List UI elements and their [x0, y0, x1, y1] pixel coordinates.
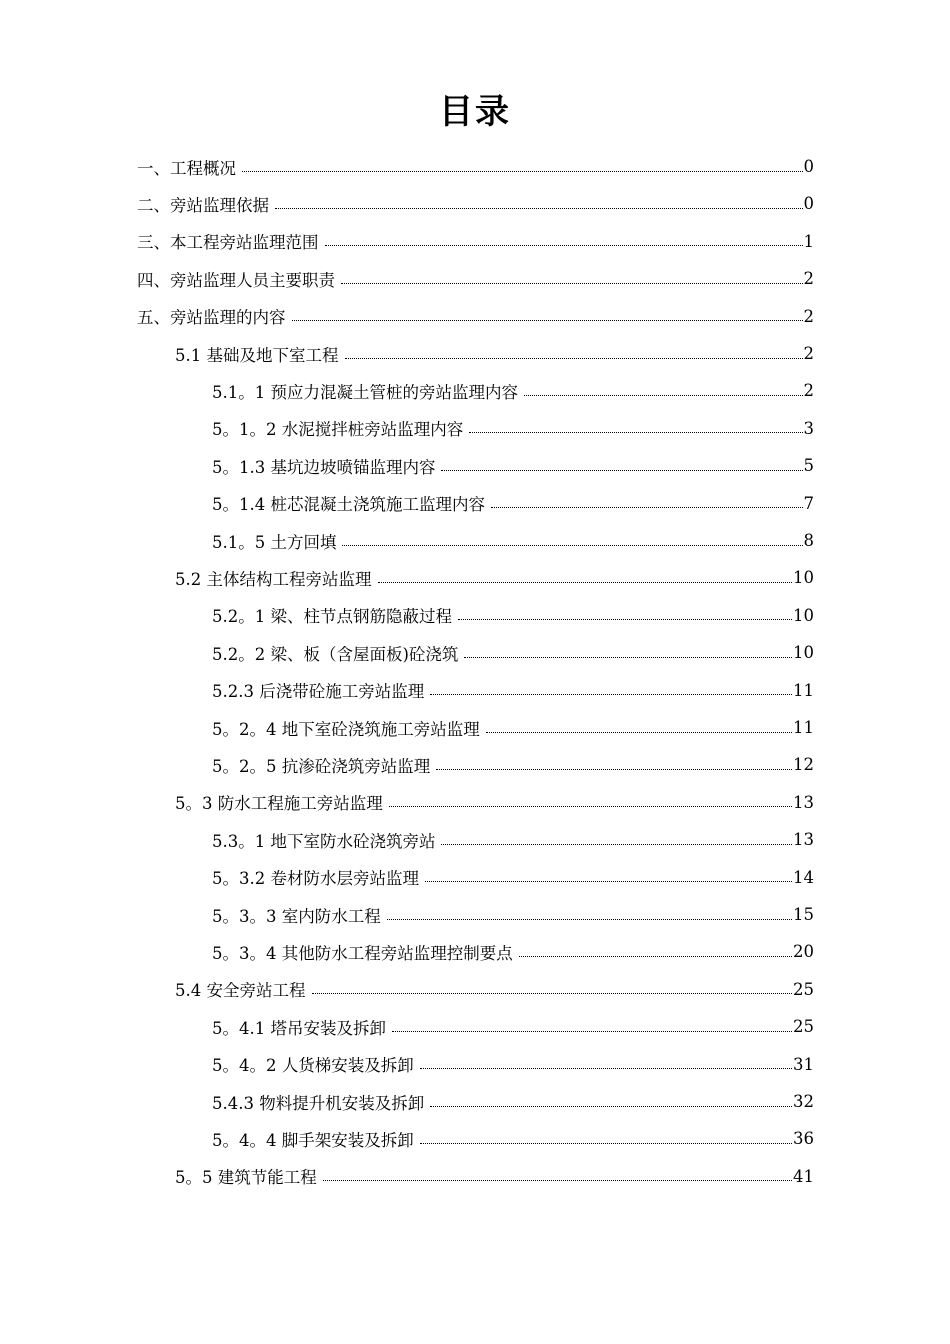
- toc-entry-page-number: 15: [793, 905, 814, 924]
- toc-entry-label: 5。2。5 抗渗砼浇筑旁站监理: [212, 756, 431, 776]
- toc-entry-label: 5.2。2 梁、板（含屋面板)砼浇筑: [212, 644, 459, 664]
- toc-entry-label: 5.2。1 梁、柱节点钢筋隐蔽过程: [212, 607, 452, 627]
- toc-entry[interactable]: [212, 709, 814, 746]
- toc-entry-page-number: 1: [803, 231, 814, 251]
- toc-entry[interactable]: [137, 298, 814, 335]
- toc-entry-page-number: 13: [793, 792, 814, 812]
- toc-entry-label: 5.2 主体结构工程旁站监理: [175, 569, 372, 589]
- toc-entry[interactable]: [175, 559, 814, 596]
- toc-dot-leader: [441, 844, 792, 845]
- toc-dot-leader: [420, 1143, 792, 1144]
- toc-entry-label: 5。5 建筑节能工程: [175, 1168, 317, 1188]
- toc-dot-leader: [275, 208, 803, 209]
- toc-dot-leader: [345, 358, 803, 359]
- toc-entry-page-number: 2: [803, 344, 814, 363]
- toc-entry[interactable]: [212, 933, 814, 970]
- toc-dot-leader: [387, 919, 792, 920]
- toc-entry-label: 5.4.3 物料提升机安装及拆卸: [212, 1093, 425, 1113]
- toc-entry-page-number: 20: [793, 942, 814, 962]
- toc-entry[interactable]: [175, 971, 814, 1008]
- toc-entry[interactable]: [212, 410, 814, 447]
- toc-dot-leader: [425, 881, 792, 882]
- toc-entry-page-number: 25: [793, 979, 814, 999]
- toc-entry[interactable]: [175, 335, 814, 372]
- toc-entry-page-number: 32: [793, 1092, 814, 1111]
- toc-entry-page-number: 10: [793, 605, 814, 625]
- page-title: 目录: [439, 92, 511, 132]
- toc-entry-page-number: 13: [793, 830, 814, 850]
- toc-entry-page-number: 5: [803, 456, 814, 476]
- toc-entry-page-number: 2: [803, 269, 814, 289]
- toc-entry[interactable]: [137, 223, 814, 260]
- toc-entry-page-number: 10: [793, 568, 814, 588]
- toc-entry-page-number: 2: [803, 381, 814, 401]
- toc-dot-leader: [342, 545, 802, 546]
- toc-entry-page-number: 11: [793, 718, 814, 737]
- toc-dot-leader: [458, 619, 792, 620]
- toc-entry[interactable]: [212, 672, 814, 709]
- toc-entry-page-number: 8: [803, 531, 814, 550]
- toc-entry[interactable]: [212, 1046, 814, 1083]
- toc-entry-label: 5。2。4 地下室砼浇筑施工旁站监理: [212, 719, 480, 739]
- toc-entry[interactable]: [212, 821, 814, 858]
- toc-entry-page-number: 3: [803, 418, 814, 438]
- toc-dot-leader: [312, 993, 793, 994]
- toc-dot-leader: [389, 806, 792, 807]
- toc-entry-label: 5。4。4 脚手架安装及拆卸: [212, 1130, 414, 1150]
- toc-entry-label: 5。4.1 塔吊安装及拆卸: [212, 1018, 386, 1038]
- toc-dot-leader: [519, 956, 792, 957]
- toc-entry-label: 五、旁站监理的内容: [137, 308, 286, 328]
- toc-entry-page-number: 2: [803, 306, 814, 326]
- toc-entry-label: 5.2.3 后浇带砼施工旁站监理: [212, 682, 425, 702]
- toc-entry[interactable]: [175, 784, 814, 821]
- toc-entry-label: 三、本工程旁站监理范围: [137, 233, 319, 253]
- toc-entry-page-number: 0: [803, 157, 814, 176]
- toc-entry-page-number: 36: [793, 1129, 814, 1149]
- toc-entry[interactable]: [212, 447, 814, 484]
- toc-entry[interactable]: [212, 1083, 814, 1120]
- toc-entry-label: 5.4 安全旁站工程: [175, 981, 306, 1001]
- toc-entry-label: 二、旁站监理依据: [137, 195, 269, 215]
- toc-entry-page-number: 11: [793, 680, 814, 700]
- toc-entry-page-number: 10: [793, 643, 814, 663]
- toc-entry-label: 四、旁站监理人员主要职责: [137, 270, 335, 290]
- toc-entry[interactable]: [212, 1008, 814, 1045]
- toc-dot-leader: [524, 395, 803, 396]
- toc-entry[interactable]: [137, 148, 814, 185]
- toc-entry-label: 5。3 防水工程施工旁站监理: [175, 794, 383, 814]
- toc-entry-page-number: 0: [803, 194, 814, 214]
- toc-dot-leader: [441, 470, 802, 471]
- toc-dot-leader: [464, 657, 792, 658]
- toc-entry-page-number: 25: [793, 1017, 814, 1037]
- toc-entry[interactable]: [212, 896, 814, 933]
- toc-entry-label: 一、工程概况: [137, 158, 236, 178]
- toc-entry[interactable]: [212, 746, 814, 783]
- toc-entry-label: 5。3.2 卷材防水层旁站监理: [212, 869, 419, 889]
- toc-dot-leader: [430, 694, 792, 695]
- toc-entry[interactable]: [175, 1158, 814, 1195]
- toc-entry-label: 5.1 基础及地下室工程: [175, 345, 339, 365]
- toc-entry[interactable]: [212, 597, 814, 634]
- toc-entry-label: 5.1。5 土方回填: [212, 532, 337, 552]
- toc-dot-leader: [486, 732, 792, 733]
- toc-dot-leader: [469, 432, 802, 433]
- toc-dot-leader: [430, 1106, 792, 1107]
- toc-dot-leader: [392, 1031, 792, 1032]
- toc-entry[interactable]: [212, 859, 814, 896]
- toc-dot-leader: [242, 171, 803, 172]
- toc-dot-leader: [341, 283, 803, 284]
- toc-entry-label: 5.1。1 预应力混凝土管桩的旁站监理内容: [212, 382, 518, 402]
- toc-entry[interactable]: [137, 185, 814, 222]
- toc-dot-leader: [378, 582, 793, 583]
- toc-entry-page-number: 41: [793, 1166, 814, 1186]
- toc-dot-leader: [292, 320, 803, 321]
- toc-dot-leader: [436, 769, 792, 770]
- toc-entry-label: 5。1.3 基坑边坡喷锚监理内容: [212, 457, 436, 477]
- toc-entry-page-number: 14: [793, 867, 814, 887]
- toc-entry-label: 5。4。2 人货梯安装及拆卸: [212, 1056, 414, 1076]
- toc-entry-label: 5。3。3 室内防水工程: [212, 906, 381, 926]
- toc-entry[interactable]: [212, 1120, 814, 1157]
- toc-entry[interactable]: [212, 485, 814, 522]
- toc-entry[interactable]: [212, 522, 814, 559]
- toc-entry-label: 5。1.4 桩芯混凝土浇筑施工监理内容: [212, 495, 485, 515]
- toc-dot-leader: [323, 1180, 792, 1181]
- toc-entry-label: 5.3。1 地下室防水砼浇筑旁站: [212, 831, 436, 851]
- toc-entry-label: 5。1。2 水泥搅拌桩旁站监理内容: [212, 420, 464, 440]
- toc-entry[interactable]: [137, 260, 814, 297]
- toc-entry-page-number: 7: [803, 493, 814, 513]
- toc-dot-leader: [325, 245, 803, 246]
- toc-entry[interactable]: [212, 634, 814, 671]
- toc-entry-label: 5。3。4 其他防水工程旁站监理控制要点: [212, 943, 513, 963]
- toc-dot-leader: [420, 1068, 792, 1069]
- toc-entry-page-number: 31: [793, 1054, 814, 1074]
- toc-dot-leader: [491, 507, 803, 508]
- toc-entry-page-number: 12: [793, 755, 814, 775]
- toc-entry[interactable]: [212, 372, 814, 409]
